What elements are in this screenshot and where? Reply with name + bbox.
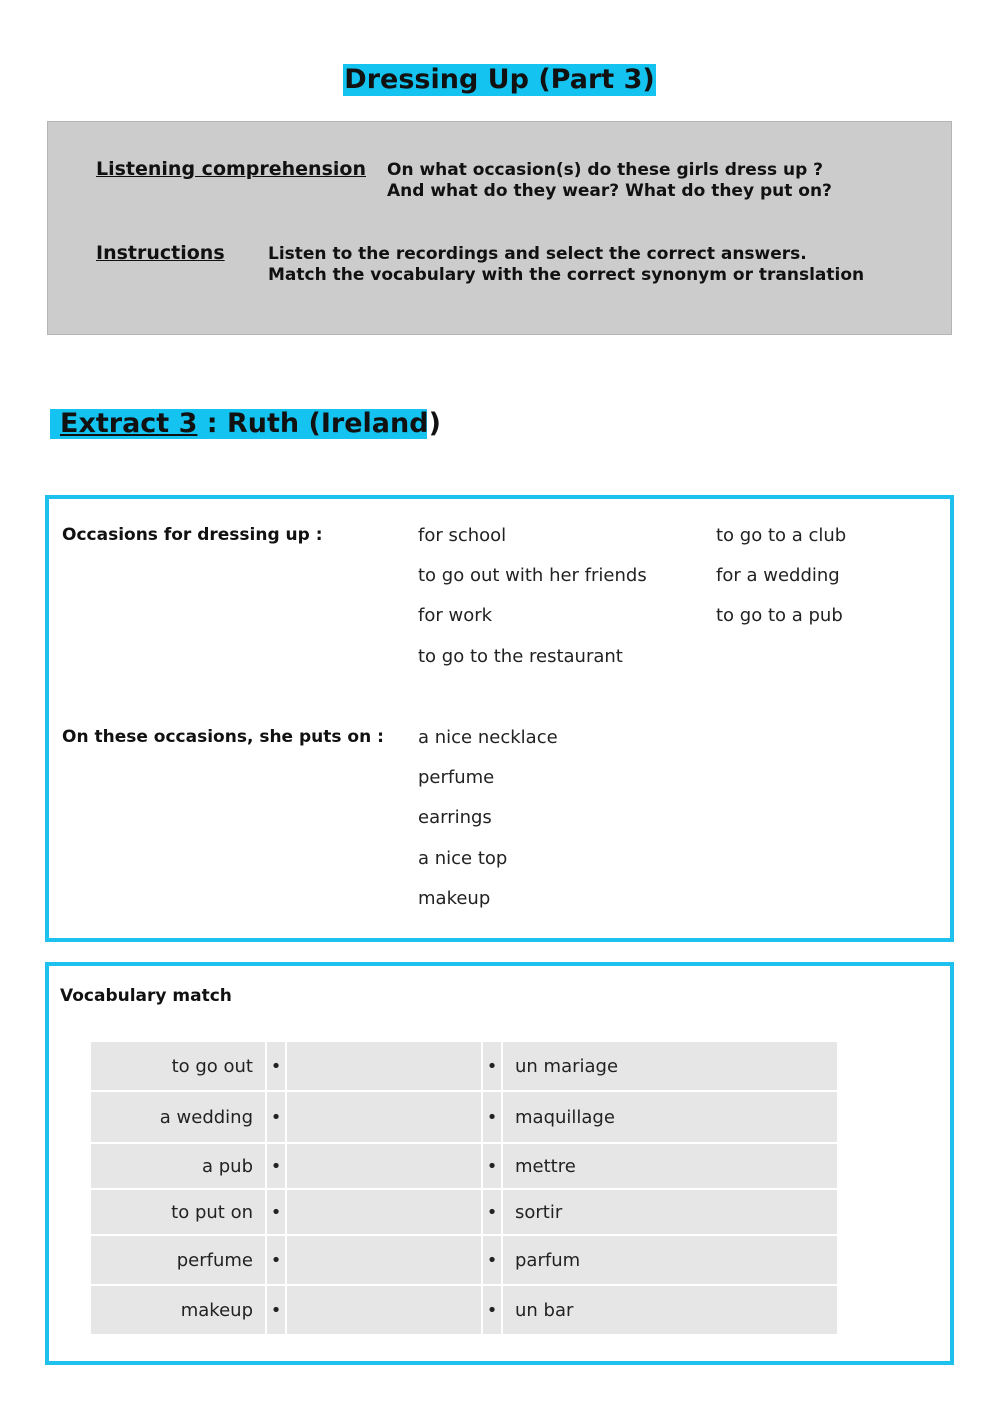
match-dot-right[interactable]: • — [482, 1189, 502, 1235]
match-dot-right[interactable]: • — [482, 1041, 502, 1091]
extract-name: : Ruth (Ireland) — [197, 408, 441, 439]
occasion-option[interactable]: for a wedding — [716, 565, 840, 586]
puts-on-option[interactable]: earrings — [418, 807, 492, 828]
vocab-right-item: parfum — [502, 1235, 838, 1285]
match-dot-left[interactable]: • — [266, 1285, 286, 1335]
match-dot-right[interactable]: • — [482, 1091, 502, 1143]
instructions-text — [268, 244, 864, 286]
puts-on-label: On these occasions, she puts on : — [62, 727, 384, 747]
extract-label: Extract 3 — [60, 408, 198, 439]
listening-label: Listening comprehension — [96, 158, 366, 180]
vocab-left-item: a wedding — [90, 1091, 266, 1143]
instructions-box — [47, 121, 952, 335]
vocab-right-item: sortir — [502, 1189, 838, 1235]
instructions-label: Instructions — [96, 242, 225, 264]
vocab-left-item: makeup — [90, 1285, 266, 1335]
vocab-right-item: un mariage — [502, 1041, 838, 1091]
puts-on-option[interactable]: makeup — [418, 888, 491, 909]
match-area[interactable] — [286, 1189, 482, 1235]
occasion-option[interactable]: to go to a pub — [716, 605, 843, 626]
match-area[interactable] — [286, 1143, 482, 1189]
occasion-option[interactable]: for school — [418, 525, 507, 546]
match-dot-left[interactable]: • — [266, 1189, 286, 1235]
table-row — [90, 1285, 838, 1335]
vocab-title: Vocabulary match — [60, 986, 232, 1006]
listening-panel — [45, 495, 954, 942]
vocab-right-item: mettre — [502, 1143, 838, 1189]
instructions-line-2: Match the vocabulary with the correct synonym or translation — [268, 265, 865, 285]
match-dot-right[interactable]: • — [482, 1285, 502, 1335]
table-row — [90, 1041, 838, 1091]
occasion-option[interactable]: to go to a club — [716, 525, 847, 546]
table-row — [90, 1143, 838, 1189]
vocab-left-item: a pub — [90, 1143, 266, 1189]
match-dot-left[interactable]: • — [266, 1235, 286, 1285]
occasion-option[interactable]: for work — [418, 605, 493, 626]
page-title: Dressing Up (Part 3) — [344, 64, 655, 95]
table-row — [90, 1189, 838, 1235]
match-area[interactable] — [286, 1285, 482, 1335]
occasions-label: Occasions for dressing up : — [62, 525, 323, 545]
vocabulary-panel — [45, 962, 954, 1365]
table-row — [90, 1091, 838, 1143]
vocab-left-item: perfume — [90, 1235, 266, 1285]
match-dot-right[interactable]: • — [482, 1143, 502, 1189]
match-area[interactable] — [286, 1041, 482, 1091]
vocab-left-item: to go out — [90, 1041, 266, 1091]
match-dot-left[interactable]: • — [266, 1091, 286, 1143]
vocab-match-table — [89, 1040, 839, 1336]
puts-on-option[interactable]: perfume — [418, 767, 495, 788]
occasion-option[interactable]: to go out with her friends — [418, 565, 647, 586]
table-row — [90, 1235, 838, 1285]
listening-text — [387, 160, 832, 202]
instructions-line-1: Listen to the recordings and select the correct answers. — [268, 244, 807, 264]
match-area[interactable] — [286, 1235, 482, 1285]
vocab-right-item: maquillage — [502, 1091, 838, 1143]
listening-line-1: On what occasion(s) do these girls dress up ? — [387, 160, 824, 180]
vocab-left-item: to put on — [90, 1189, 266, 1235]
puts-on-option[interactable]: a nice necklace — [418, 727, 558, 748]
extract-heading — [50, 408, 441, 439]
match-dot-left[interactable]: • — [266, 1143, 286, 1189]
occasion-option[interactable]: to go to the restaurant — [418, 646, 623, 667]
puts-on-option[interactable]: a nice top — [418, 848, 508, 869]
match-dot-right[interactable]: • — [482, 1235, 502, 1285]
vocab-right-item: un bar — [502, 1285, 838, 1335]
listening-line-2: And what do they wear? What do they put on? — [387, 181, 832, 201]
match-area[interactable] — [286, 1091, 482, 1143]
match-dot-left[interactable]: • — [266, 1041, 286, 1091]
